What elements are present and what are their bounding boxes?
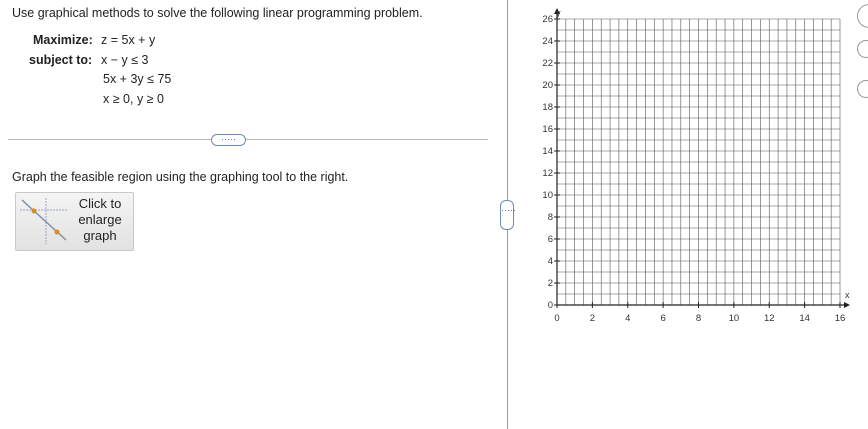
x-tick-label: 16 (834, 313, 846, 324)
enlarge-line-3: graph (83, 228, 117, 243)
instruction-text: Graph the feasible region using the graphing tool to the right. (12, 170, 349, 184)
ticks (542, 14, 845, 324)
x-tick-label: 2 (589, 313, 596, 324)
y-tick-label: 0 (547, 300, 553, 311)
x-tick-label: 14 (799, 313, 810, 324)
x-tick-label: 10 (728, 313, 740, 324)
x-tick-label: 0 (554, 313, 560, 324)
grid-lines (557, 19, 840, 305)
x-tick-label: 12 (763, 313, 775, 324)
y-tick-label: 4 (547, 256, 553, 267)
x-axis-arrow (844, 302, 850, 308)
y-tick-label: 26 (542, 14, 553, 25)
x-tick-label: 8 (695, 313, 702, 324)
y-tick-label: 2 (547, 278, 553, 289)
y-axis-label: y (556, 8, 561, 18)
constraint-1: x − y ≤ 3 (101, 53, 149, 67)
maximize-label: Maximize: (33, 33, 93, 47)
subject-to-label: subject to: (29, 53, 93, 67)
toggle-dots: ····· (501, 205, 516, 215)
x-tick-label: 6 (660, 313, 666, 324)
objective-function: z = 5x + y (101, 33, 156, 47)
y-tick-label: 16 (542, 124, 553, 135)
problem-prompt: Use graphical methods to solve the following linear programming problem. (12, 6, 423, 20)
enlarge-line-1: Click to (78, 196, 122, 211)
y-tick-label: 6 (547, 234, 553, 245)
y-tick-label: 14 (542, 146, 553, 157)
axes (554, 8, 850, 308)
circle-tool-icon[interactable] (857, 80, 868, 98)
y-tick-label: 18 (542, 102, 553, 113)
y-tick-label: 24 (542, 36, 553, 47)
enlarge-line-2: enlarge (78, 212, 122, 227)
constraint-2: 5x + 3y ≤ 75 (103, 72, 172, 86)
x-axis-label: x (845, 290, 850, 300)
x-tick-label: 4 (625, 313, 631, 324)
y-tick-label: 10 (542, 190, 553, 201)
y-tick-label: 12 (542, 168, 553, 179)
constraint-3: x ≥ 0, y ≥ 0 (103, 92, 164, 106)
show-more-button[interactable]: ····· (211, 134, 246, 146)
y-tick-label: 8 (547, 212, 553, 223)
y-tick-label: 22 (542, 58, 553, 69)
y-tick-label: 20 (542, 80, 553, 91)
circle-tool-icon[interactable] (857, 40, 868, 58)
